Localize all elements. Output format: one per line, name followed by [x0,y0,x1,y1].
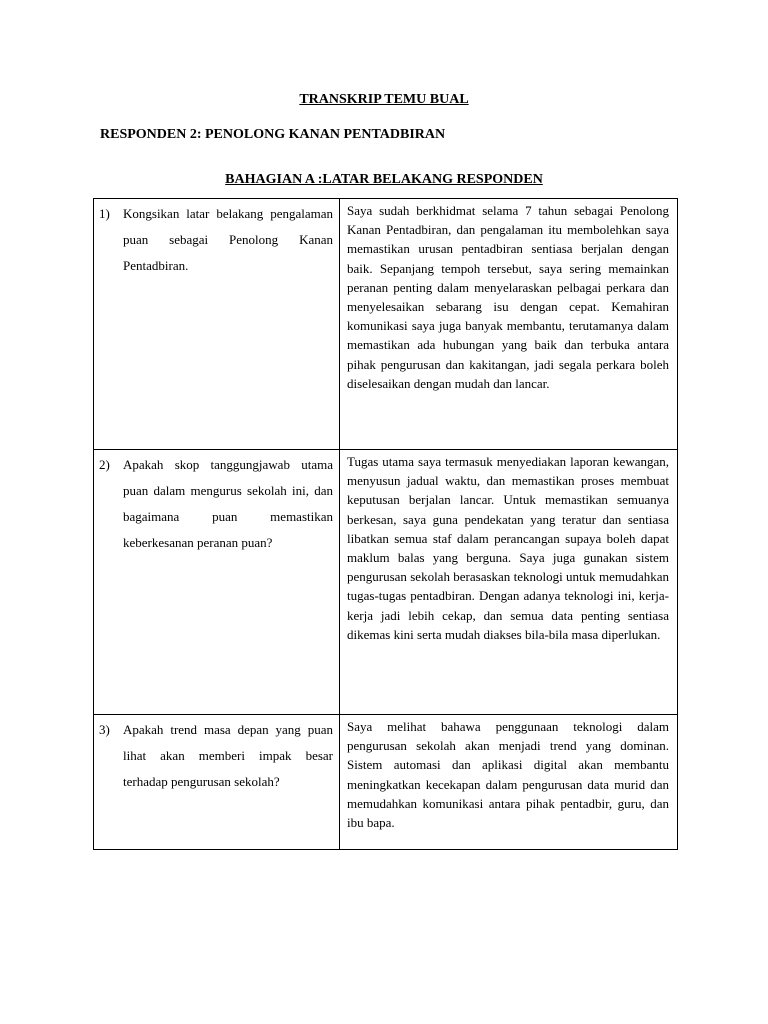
section-heading: BAHAGIAN A :LATAR BELAKANG RESPONDEN [225,172,543,187]
table-row [94,450,678,715]
table-row [94,199,678,450]
table-row [94,715,678,850]
question-text: Kongsikan latar belakang pengalaman puan sebagai Penolong Kanan Pentadbiran. [123,206,333,273]
question-text: Apakah trend masa depan yang puan lihat akan memberi impak besar terhadap pengurusan sekolah? [123,722,333,789]
answer-cell [340,450,678,715]
question-text: Apakah skop tanggungjawab utama puan dalam mengurus sekolah ini, dan bagaimana puan memastikan keberkesanan peranan puan? [123,457,333,550]
question-number: 2) [99,457,110,472]
document-title: TRANSKRIP TEMU BUAL [299,92,469,107]
question-number: 3) [99,722,110,737]
question-cell [94,715,340,850]
answer-text: Saya sudah berkhidmat selama 7 tahun sebagai Penolong Kanan Pentadbiran, dan pengalaman itu membolehkan saya memastikan urusan pentadbiran sentiasa berjalan dengan baik. Sepanjang tempoh tersebut, saya sering memainkan peranan penting dalam menyelaraskan pelbagai perkara dan menyelesaikan sebarang isu dengan cepat. Kemahiran komunikasi saya juga banyak membantu, terutamanya dalam memastikan ada hubungan yang baik dan terbuka antara pihak pengurusan dan kakitangan, jadi segala perkara boleh diselesaikan dengan mudah dan lancar. [347,203,669,391]
answer-text: Saya melihat bahawa penggunaan teknologi dalam pengurusan sekolah akan menjadi trend yang dominan. Sistem automasi dan aplikasi digital akan membantu meningkatkan kecekapan dalam pengurusan data murid dan memudahkan komunikasi antara pihak pentadbir, guru, dan ibu bapa. [347,719,669,831]
interview-table [93,198,678,850]
respondent-heading: RESPONDEN 2: PENOLONG KANAN PENTADBIRAN [100,127,446,142]
question-cell [94,450,340,715]
answer-text: Tugas utama saya termasuk menyediakan laporan kewangan, menyusun jadual waktu, dan memastikan proses membuat keputusan berjalan lancar. Untuk memastikan semuanya berkesan, saya guna pendekatan yang teratur dan sentiasa libatkan semua staf dalam perancangan supaya boleh dapat maklum balas yang berguna. Saya juga gunakan sistem pengurusan sekolah berasaskan teknologi untuk memudahkan tugas-tugas pentadbiran. Dengan adanya teknologi ini, kerja-kerja jadi lebih cekap, dan semua data penting sentiasa dikemas kini serta mudah diakses bila-bila masa diperlukan. [347,454,669,642]
question-cell [94,199,340,450]
question-number: 1) [99,206,110,221]
answer-cell [340,199,678,450]
answer-cell [340,715,678,850]
